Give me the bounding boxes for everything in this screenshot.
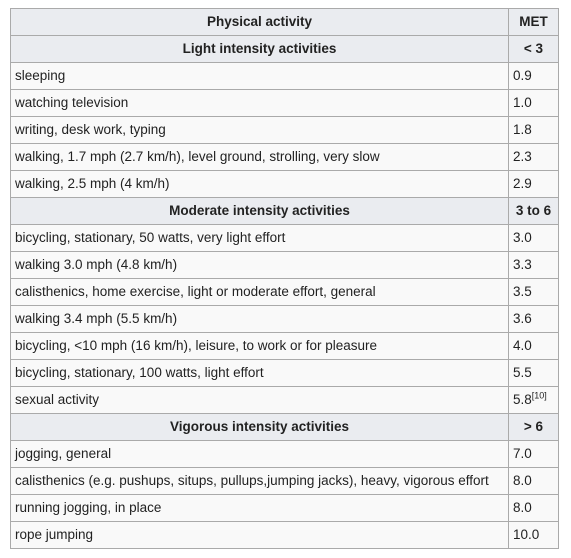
table-row	[11, 252, 559, 279]
table-header-row	[11, 9, 559, 36]
met-table	[10, 8, 559, 549]
activity-cell: calisthenics (e.g. pushups, situps, pullups,jumping jacks), heavy, vigorous effort	[11, 468, 509, 495]
met-value-cell: 3.5	[509, 279, 559, 306]
met-value-cell: 8.0	[509, 468, 559, 495]
activity-cell: walking, 1.7 mph (2.7 km/h), level ground, strolling, very slow	[11, 144, 509, 171]
section-row-light	[11, 36, 559, 63]
table-row	[11, 144, 559, 171]
table-row	[11, 63, 559, 90]
met-value-cell: 3.3	[509, 252, 559, 279]
met-value-cell: 1.0	[509, 90, 559, 117]
section-title-moderate: Moderate intensity activities	[11, 198, 509, 225]
met-value-cell: 2.3	[509, 144, 559, 171]
met-value-cell: 7.0	[509, 441, 559, 468]
section-title-light: Light intensity activities	[11, 36, 509, 63]
table-row	[11, 306, 559, 333]
met-value: 5.8	[513, 392, 532, 407]
activity-cell: sexual activity	[11, 387, 509, 414]
met-value-cell: 5.5	[509, 360, 559, 387]
table-row	[11, 495, 559, 522]
section-row-moderate	[11, 198, 559, 225]
activity-cell: walking 3.4 mph (5.5 km/h)	[11, 306, 509, 333]
met-value-cell: 10.0	[509, 522, 559, 549]
table-row	[11, 468, 559, 495]
section-title-vigorous: Vigorous intensity activities	[11, 414, 509, 441]
header-physical-activity: Physical activity	[11, 9, 509, 36]
met-table-container	[10, 8, 559, 549]
section-range-vigorous: > 6	[509, 414, 559, 441]
activity-cell: jogging, general	[11, 441, 509, 468]
table-row	[11, 522, 559, 549]
activity-cell: rope jumping	[11, 522, 509, 549]
met-value-cell: 3.0	[509, 225, 559, 252]
citation-link[interactable]: [10]	[531, 390, 547, 401]
table-row	[11, 90, 559, 117]
activity-cell: calisthenics, home exercise, light or moderate effort, general	[11, 279, 509, 306]
met-value-cell: 1.8	[509, 117, 559, 144]
activity-cell: walking, 2.5 mph (4 km/h)	[11, 171, 509, 198]
activity-cell: bicycling, stationary, 50 watts, very light effort	[11, 225, 509, 252]
table-row	[11, 171, 559, 198]
met-value-cell: 0.9	[509, 63, 559, 90]
activity-cell: running jogging, in place	[11, 495, 509, 522]
met-value-cell: 3.6	[509, 306, 559, 333]
table-row	[11, 360, 559, 387]
section-range-light: < 3	[509, 36, 559, 63]
activity-cell: writing, desk work, typing	[11, 117, 509, 144]
activity-cell: bicycling, stationary, 100 watts, light effort	[11, 360, 509, 387]
table-row	[11, 279, 559, 306]
header-met: MET	[509, 9, 559, 36]
section-row-vigorous	[11, 414, 559, 441]
table-row	[11, 225, 559, 252]
met-value-cell	[509, 387, 559, 414]
activity-cell: bicycling, <10 mph (16 km/h), leisure, to work or for pleasure	[11, 333, 509, 360]
met-value-cell: 4.0	[509, 333, 559, 360]
activity-cell: walking 3.0 mph (4.8 km/h)	[11, 252, 509, 279]
activity-cell: sleeping	[11, 63, 509, 90]
table-row	[11, 441, 559, 468]
table-row	[11, 333, 559, 360]
met-value-cell: 8.0	[509, 495, 559, 522]
table-row	[11, 117, 559, 144]
table-row	[11, 387, 559, 414]
met-value-cell: 2.9	[509, 171, 559, 198]
activity-cell: watching television	[11, 90, 509, 117]
section-range-moderate: 3 to 6	[509, 198, 559, 225]
